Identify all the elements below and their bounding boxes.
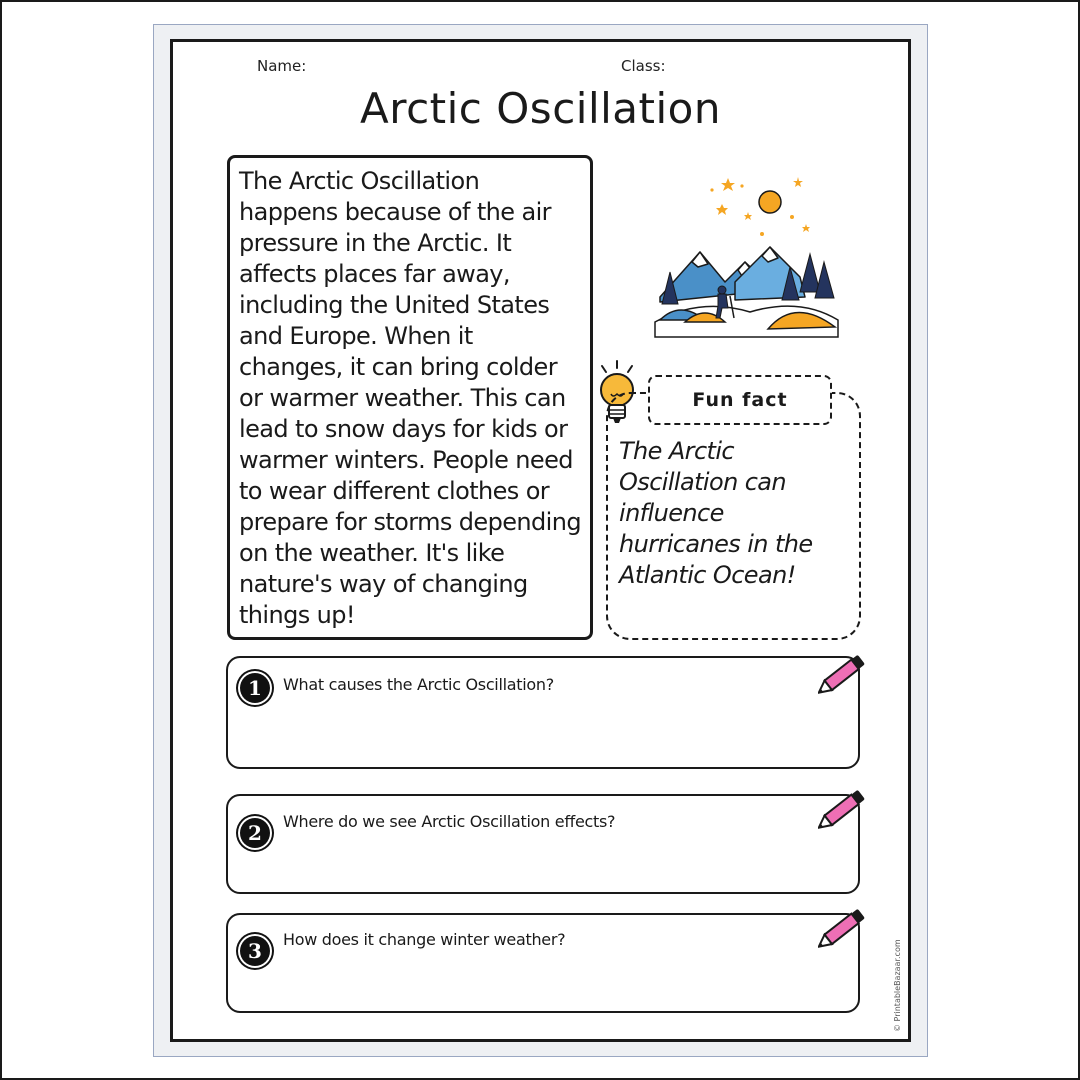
reading-passage: The Arctic Oscillation happens because of the air pressure in the Arctic. It affects places far away, including the United States and Europe. When it changes, it can bring colder or warmer weather. This can lead to snow days for kids or warmer winters. People need to wear different clothes or prepare for storms depending on the weather. It's like nature's way of changing things up! bbox=[227, 155, 593, 640]
fun-fact-heading: Fun fact bbox=[648, 375, 832, 425]
pencil-icon bbox=[818, 785, 870, 831]
snow-ground-icon bbox=[655, 306, 838, 337]
name-label: Name: bbox=[257, 57, 307, 75]
class-label: Class: bbox=[621, 57, 666, 75]
arctic-scene-illustration bbox=[650, 172, 840, 348]
answer-box-1[interactable] bbox=[226, 656, 860, 769]
pencil-icon bbox=[818, 650, 870, 696]
page-title: Arctic Oscillation bbox=[360, 84, 721, 133]
question-text-3: How does it change winter weather? bbox=[283, 930, 566, 949]
question-text-2: Where do we see Arctic Oscillation effects? bbox=[283, 812, 616, 831]
sun-icon bbox=[759, 191, 781, 213]
question-number-1: 1 bbox=[240, 673, 270, 703]
question-number-3: 3 bbox=[240, 936, 270, 966]
question-number-2: 2 bbox=[240, 818, 270, 848]
question-text-1: What causes the Arctic Oscillation? bbox=[283, 675, 554, 694]
fun-fact-text: The Arctic Oscillation can influence hurricanes in the Atlantic Ocean! bbox=[619, 437, 813, 589]
answer-box-2[interactable] bbox=[226, 794, 860, 894]
pencil-icon bbox=[818, 904, 870, 950]
copyright-note: © PrintableBazaar.com bbox=[893, 939, 902, 1032]
answer-box-3[interactable] bbox=[226, 913, 860, 1013]
